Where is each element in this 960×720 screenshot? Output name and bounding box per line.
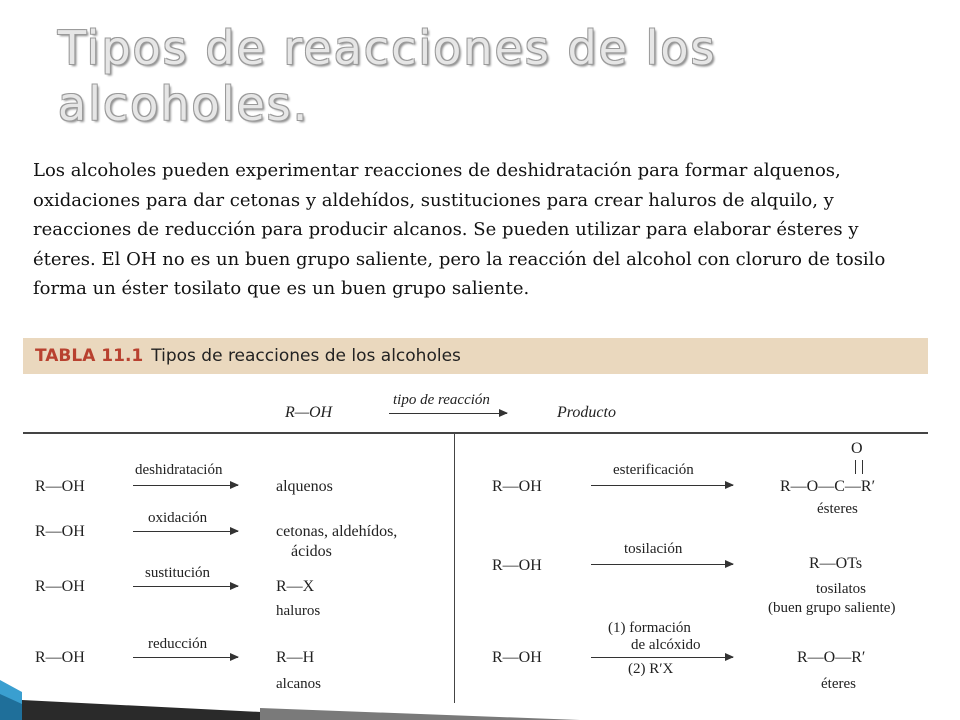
general-arrow-label: tipo de reacción <box>393 392 490 408</box>
slide-title <box>58 20 918 132</box>
right-row-2-arrow <box>591 564 733 565</box>
left-row-2-product: cetonas, aldehídos, <box>276 523 398 540</box>
general-product: Producto <box>557 404 616 421</box>
table-caption: Tipos de reacciones de los alcoholes <box>151 346 461 366</box>
general-reactant: R—OH <box>285 404 333 421</box>
general-arrow <box>389 413 507 414</box>
right-row-1-reaction: esterificación <box>613 462 694 478</box>
right-row-1-product-sub: ésteres <box>817 501 858 517</box>
table-divider <box>454 434 455 703</box>
table-top-rule <box>23 432 928 434</box>
right-row-3-arrow <box>591 657 733 658</box>
left-row-2-arrow <box>133 531 238 532</box>
right-row-2-product-sub2: (buen grupo saliente) <box>768 600 896 616</box>
slide-title-line-2: alcoholes. <box>58 77 310 131</box>
left-row-1-reactant: R—OH <box>35 478 85 495</box>
right-row-1-product-top: O <box>851 440 863 457</box>
right-row-3-reaction: (1) formación <box>608 620 691 636</box>
right-row-3-product-sub: éteres <box>821 676 856 692</box>
left-row-2-reactant: R—OH <box>35 523 85 540</box>
intro-paragraph: Los alcoholes pueden experimentar reacciones de deshidratación para formar alquenos, oxidaciones para dar cetonas y aldehídos, sustituciones para crear haluros de alquilo, y reacciones de reducción para producir alcanos. Se pueden utilizar para elaborar ésteres y éteres. El OH no es un buen grupo saliente, pero la reacción del alcohol con cloruro de tosilo forma un éster tosilato que es un buen grupo saliente. <box>33 160 886 299</box>
table-header <box>23 338 928 374</box>
footer-decoration <box>0 680 960 720</box>
right-row-1-reactant: R—OH <box>492 478 542 495</box>
left-row-1-arrow <box>133 485 238 486</box>
reactions-table <box>23 338 928 703</box>
left-row-1-product: alquenos <box>276 478 333 495</box>
right-row-2-product-sub: tosilatos <box>816 581 867 597</box>
left-row-4-product-sub: alcanos <box>276 676 321 692</box>
left-row-4-arrow <box>133 657 238 658</box>
left-row-3-product-sub: haluros <box>276 603 321 619</box>
left-row-4-product: R—H <box>276 649 315 666</box>
right-row-3-reactant: R—OH <box>492 649 542 666</box>
right-row-3-reaction-3: (2) R′X <box>628 661 674 677</box>
left-row-2-product-sub: ácidos <box>291 543 332 560</box>
right-row-2-product: R—OTs <box>809 555 863 572</box>
left-row-3-reactant: R—OH <box>35 578 85 595</box>
right-row-1-arrow <box>591 485 733 486</box>
right-row-1-product: R—O—C—R′ <box>780 478 876 495</box>
right-row-3-reaction-2: de alcóxido <box>631 637 701 653</box>
left-row-2-reaction: oxidación <box>148 510 208 526</box>
left-row-3-reaction: sustitución <box>145 565 211 581</box>
left-row-1-reaction: deshidratación <box>135 462 223 478</box>
left-row-3-arrow <box>133 586 238 587</box>
carbonyl-double-bond <box>855 460 863 474</box>
slide-title-line-1: Tipos de reacciones de los <box>58 21 717 75</box>
left-row-4-reactant: R—OH <box>35 649 85 666</box>
right-row-2-reaction: tosilación <box>624 541 683 557</box>
right-row-2-reactant: R—OH <box>492 557 542 574</box>
table-number: TABLA 11.1 <box>35 346 144 366</box>
right-row-3-product: R—O—R′ <box>797 649 866 666</box>
left-row-4-reaction: reducción <box>148 636 208 652</box>
left-row-3-product: R—X <box>276 578 315 595</box>
